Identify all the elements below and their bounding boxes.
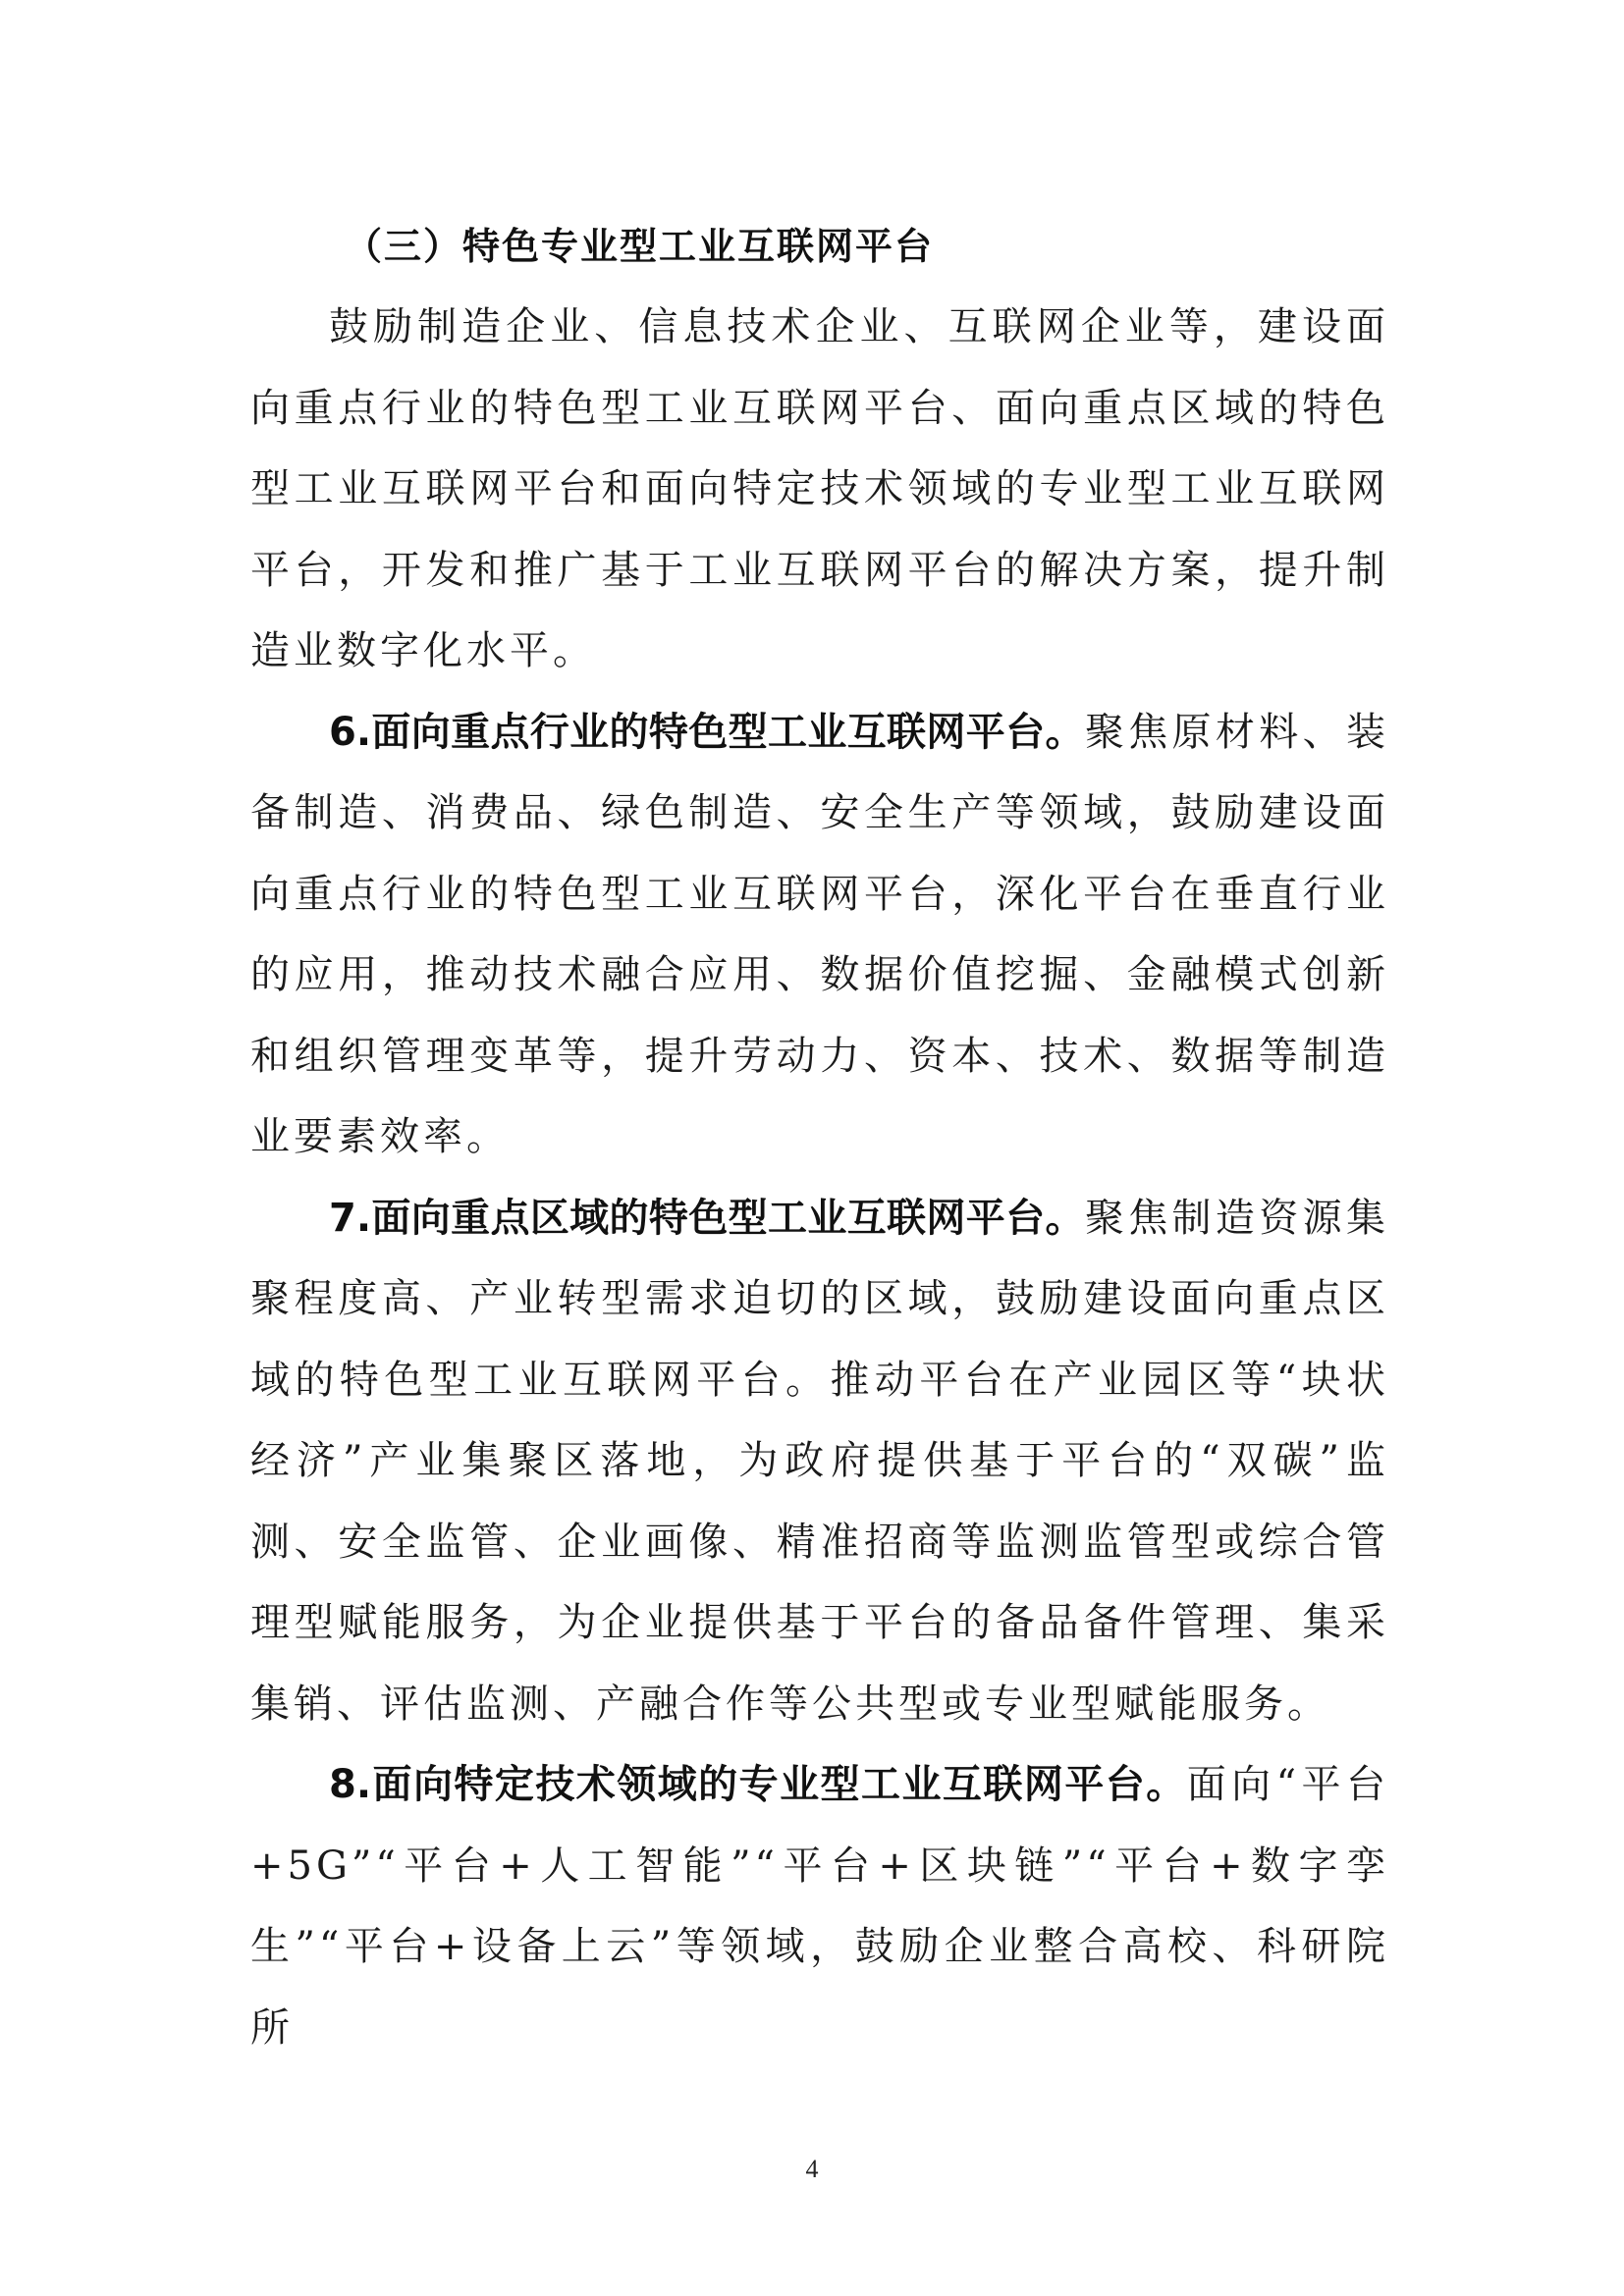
item-paragraph-6 (250, 692, 1389, 1178)
item-6-heading: 6.面向重点行业的特色型工业互联网平台。 (329, 709, 1085, 755)
document-body (250, 206, 1389, 2068)
item-6-text: 聚焦原材料、装备制造、消费品、绿色制造、安全生产等领域，鼓励建设面向重点行业的特色型工业互联网平台，深化平台在垂直行业的应用，推动技术融合应用、数据价值挖掘、金融模式创新和组织管理变革等，提升劳动力、资本、技术、数据等制造业要素效率。 (250, 709, 1389, 1159)
item-paragraph-8 (250, 1744, 1389, 2068)
item-8-text: 面向“平台+5G”“平台+人工智能”“平台+区块链”“平台+数字孪生”“平台+设备上云”等领域，鼓励企业整合高校、科研院所 (250, 1762, 1389, 2051)
item-paragraph-7 (250, 1178, 1389, 1745)
section-heading: （三）特色专业型工业互联网平台 (345, 225, 935, 268)
item-7-heading: 7.面向重点区域的特色型工业互联网平台。 (329, 1195, 1085, 1241)
item-8-heading: 8.面向特定技术领域的专业型工业互联网平台。 (329, 1762, 1187, 1807)
item-7-text: 聚焦制造资源集聚程度高、产业转型需求迫切的区域，鼓励建设面向重点区域的特色型工业互联网平台。推动平台在产业园区等“块状经济”产业集聚区落地，为政府提供基于平台的“双碳”监测、安全监管、企业画像、精准招商等监测监管型或综合管理型赋能服务，为企业提供基于平台的备品备件管理、集采集销、评估监测、产融合作等公共型或专业型赋能服务。 (250, 1195, 1389, 1727)
page-number: 4 (805, 2155, 819, 2183)
intro-paragraph: 鼓励制造企业、信息技术企业、互联网企业等，建设面向重点行业的特色型工业互联网平台、面向重点区域的特色型工业互联网平台和面向特定技术领域的专业型工业互联网平台，开发和推广基于工业互联网平台的解决方案，提升制造业数字化水平。 (250, 304, 1389, 673)
